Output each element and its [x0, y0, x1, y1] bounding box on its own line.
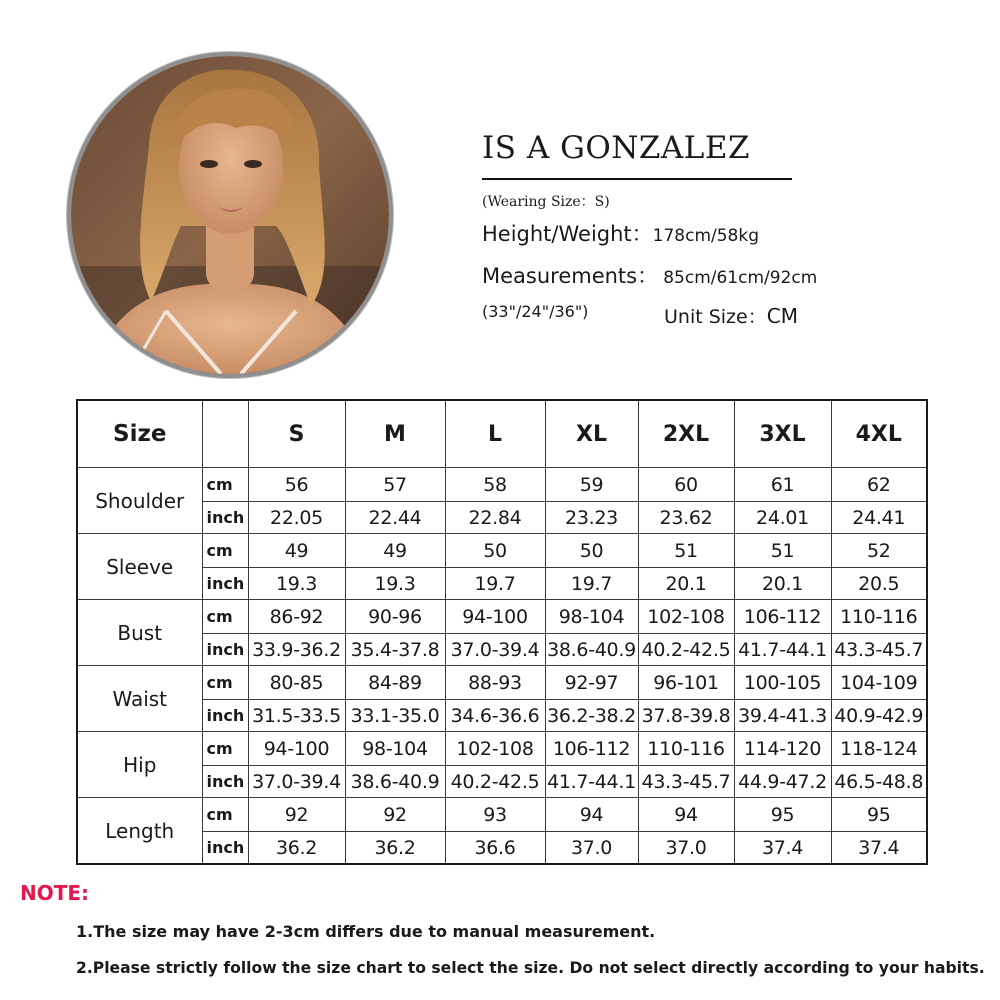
table-cell: 51 — [734, 534, 831, 568]
note-title: NOTE: — [20, 881, 90, 905]
table-cell: 20.1 — [734, 568, 831, 600]
table-cell: 19.3 — [248, 568, 345, 600]
table-cell: 33.1-35.0 — [345, 700, 445, 732]
table-cell: 84-89 — [345, 666, 445, 700]
unit-cm-label: cm — [202, 666, 248, 700]
unit-cm-label: cm — [202, 534, 248, 568]
table-row — [77, 600, 927, 634]
unit-inch-label: inch — [202, 502, 248, 534]
measurements-inch-line — [482, 302, 588, 321]
table-cell: 46.5-48.8 — [831, 766, 927, 798]
table-cell: 23.23 — [545, 502, 638, 534]
table-cell: 62 — [831, 468, 927, 502]
table-cell: 41.7-44.1 — [734, 634, 831, 666]
table-cell: 22.84 — [445, 502, 545, 534]
model-name: IS A GONZALEZ — [482, 130, 751, 166]
unit-inch-label: inch — [202, 634, 248, 666]
table-cell: 110-116 — [831, 600, 927, 634]
size-col-4xl: 4XL — [831, 400, 927, 468]
table-cell: 86-92 — [248, 600, 345, 634]
table-cell: 92 — [345, 798, 445, 832]
unit-size — [664, 302, 798, 329]
table-cell: 94 — [545, 798, 638, 832]
portrait-image — [71, 56, 389, 374]
table-cell: 24.01 — [734, 502, 831, 534]
table-cell: 50 — [445, 534, 545, 568]
unit-inch-label: inch — [202, 568, 248, 600]
table-cell: 24.41 — [831, 502, 927, 534]
measure-name-waist: Waist — [77, 666, 202, 732]
note-item: 1.The size may have 2-3cm differs due to manual measurement. — [76, 922, 656, 941]
wearing-size: (Wearing Size：S) — [482, 194, 610, 210]
table-cell: 44.9-47.2 — [734, 766, 831, 798]
table-row — [77, 798, 927, 832]
table-cell: 102-108 — [445, 732, 545, 766]
size-header-label: Size — [77, 400, 202, 468]
unit-size-label: Unit Size： — [664, 306, 767, 328]
table-cell: 39.4-41.3 — [734, 700, 831, 732]
table-row — [77, 766, 927, 798]
size-col-l: L — [445, 400, 545, 468]
table-cell: 33.9-36.2 — [248, 634, 345, 666]
size-col-m: M — [345, 400, 445, 468]
unit-cm-label: cm — [202, 732, 248, 766]
table-cell: 94-100 — [248, 732, 345, 766]
table-cell: 36.2 — [248, 832, 345, 865]
table-cell: 98-104 — [345, 732, 445, 766]
table-cell: 114-120 — [734, 732, 831, 766]
table-cell: 19.7 — [445, 568, 545, 600]
table-cell: 106-112 — [545, 732, 638, 766]
table-cell: 59 — [545, 468, 638, 502]
height-weight-line — [482, 218, 759, 248]
table-cell: 110-116 — [638, 732, 734, 766]
table-cell: 20.1 — [638, 568, 734, 600]
table-cell: 102-108 — [638, 600, 734, 634]
table-row — [77, 666, 927, 700]
table-cell: 96-101 — [638, 666, 734, 700]
table-cell: 36.6 — [445, 832, 545, 865]
size-col-3xl: 3XL — [734, 400, 831, 468]
table-cell: 95 — [831, 798, 927, 832]
table-row — [77, 568, 927, 600]
table-cell: 106-112 — [734, 600, 831, 634]
size-col-2xl: 2XL — [638, 400, 734, 468]
measurements-label: Measurements： — [482, 264, 659, 288]
unit-cm-label: cm — [202, 798, 248, 832]
table-cell: 98-104 — [545, 600, 638, 634]
table-cell: 43.3-45.7 — [831, 634, 927, 666]
table-row — [77, 634, 927, 666]
table-row — [77, 468, 927, 502]
table-cell: 100-105 — [734, 666, 831, 700]
table-cell: 61 — [734, 468, 831, 502]
table-cell: 38.6-40.9 — [545, 634, 638, 666]
measurements-inch: (33"/24"/36") — [482, 302, 589, 321]
size-chart-table — [76, 399, 928, 865]
size-chart-body — [77, 468, 927, 865]
model-portrait — [71, 56, 389, 374]
measure-name-length: Length — [77, 798, 202, 865]
table-cell: 38.6-40.9 — [345, 766, 445, 798]
table-cell: 40.9-42.9 — [831, 700, 927, 732]
table-cell: 37.0-39.4 — [248, 766, 345, 798]
table-cell: 37.4 — [734, 832, 831, 865]
table-cell: 90-96 — [345, 600, 445, 634]
table-cell: 40.2-42.5 — [638, 634, 734, 666]
table-cell: 51 — [638, 534, 734, 568]
table-cell: 57 — [345, 468, 445, 502]
table-cell: 52 — [831, 534, 927, 568]
table-cell: 94-100 — [445, 600, 545, 634]
table-cell: 37.8-39.8 — [638, 700, 734, 732]
table-cell: 95 — [734, 798, 831, 832]
table-cell: 31.5-33.5 — [248, 700, 345, 732]
unit-header-cell — [202, 400, 248, 468]
table-cell: 37.0-39.4 — [445, 634, 545, 666]
size-col-s: S — [248, 400, 345, 468]
table-cell: 118-124 — [831, 732, 927, 766]
table-cell: 40.2-42.5 — [445, 766, 545, 798]
table-row — [77, 732, 927, 766]
measure-name-hip: Hip — [77, 732, 202, 798]
table-cell: 56 — [248, 468, 345, 502]
unit-size-value: CM — [766, 304, 798, 328]
table-cell: 34.6-36.6 — [445, 700, 545, 732]
table-cell: 41.7-44.1 — [545, 766, 638, 798]
measure-name-shoulder: Shoulder — [77, 468, 202, 534]
table-cell: 37.4 — [831, 832, 927, 865]
measurements-value: 85cm/61cm/92cm — [663, 268, 818, 288]
table-cell: 19.3 — [345, 568, 445, 600]
table-cell: 36.2-38.2 — [545, 700, 638, 732]
note-item: 2.Please strictly follow the size chart to select the size. Do not select directly according to your habits. — [76, 959, 985, 977]
table-cell: 35.4-37.8 — [345, 634, 445, 666]
table-cell: 88-93 — [445, 666, 545, 700]
table-cell: 19.7 — [545, 568, 638, 600]
size-header-row — [77, 400, 927, 468]
measure-name-sleeve: Sleeve — [77, 534, 202, 600]
name-divider — [482, 178, 792, 180]
table-cell: 80-85 — [248, 666, 345, 700]
size-col-xl: XL — [545, 400, 638, 468]
height-weight-value: 178cm/58kg — [652, 226, 760, 246]
table-cell: 37.0 — [638, 832, 734, 865]
table-cell: 49 — [345, 534, 445, 568]
table-cell: 36.2 — [345, 832, 445, 865]
table-row — [77, 832, 927, 865]
table-cell: 60 — [638, 468, 734, 502]
table-cell: 23.62 — [638, 502, 734, 534]
table-row — [77, 700, 927, 732]
measure-name-bust: Bust — [77, 600, 202, 666]
table-row — [77, 502, 927, 534]
unit-inch-label: inch — [202, 700, 248, 732]
measurements-line — [482, 260, 817, 290]
table-cell: 37.0 — [545, 832, 638, 865]
table-cell: 50 — [545, 534, 638, 568]
table-cell: 43.3-45.7 — [638, 766, 734, 798]
table-cell: 20.5 — [831, 568, 927, 600]
table-cell: 104-109 — [831, 666, 927, 700]
table-cell: 58 — [445, 468, 545, 502]
unit-cm-label: cm — [202, 468, 248, 502]
table-cell: 22.05 — [248, 502, 345, 534]
table-cell: 92-97 — [545, 666, 638, 700]
table-row — [77, 534, 927, 568]
table-cell: 92 — [248, 798, 345, 832]
table-cell: 94 — [638, 798, 734, 832]
height-weight-label: Height/Weight： — [482, 222, 653, 246]
table-cell: 49 — [248, 534, 345, 568]
unit-inch-label: inch — [202, 766, 248, 798]
unit-cm-label: cm — [202, 600, 248, 634]
unit-inch-label: inch — [202, 832, 248, 865]
table-cell: 22.44 — [345, 502, 445, 534]
table-cell: 93 — [445, 798, 545, 832]
